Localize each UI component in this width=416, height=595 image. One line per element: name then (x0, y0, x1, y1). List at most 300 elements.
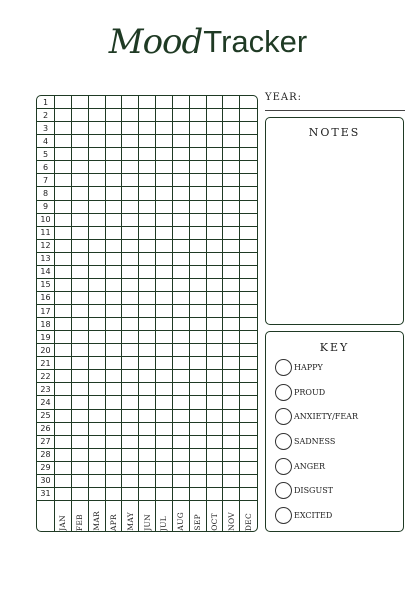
mood-cell[interactable] (55, 331, 72, 344)
mood-cell[interactable] (207, 227, 224, 240)
mood-cell[interactable] (122, 240, 139, 253)
mood-cell[interactable] (156, 174, 173, 187)
mood-cell[interactable] (106, 305, 123, 318)
mood-cell[interactable] (207, 488, 224, 501)
mood-cell[interactable] (122, 174, 139, 187)
mood-cell[interactable] (139, 410, 156, 423)
mood-cell[interactable] (207, 201, 224, 214)
mood-cell[interactable] (207, 253, 224, 266)
mood-cell[interactable] (122, 227, 139, 240)
mood-cell[interactable] (122, 135, 139, 148)
mood-cell[interactable] (240, 266, 257, 279)
mood-cell[interactable] (106, 292, 123, 305)
mood-cell[interactable] (240, 436, 257, 449)
mood-cell[interactable] (190, 201, 207, 214)
circle-icon[interactable] (275, 482, 292, 499)
mood-cell[interactable] (89, 436, 106, 449)
mood-cell[interactable] (240, 148, 257, 161)
mood-cell[interactable] (122, 279, 139, 292)
mood-cell[interactable] (240, 383, 257, 396)
mood-cell[interactable] (106, 201, 123, 214)
mood-cell[interactable] (207, 383, 224, 396)
mood-cell[interactable] (173, 148, 190, 161)
mood-cell[interactable] (55, 109, 72, 122)
mood-cell[interactable] (55, 357, 72, 370)
mood-cell[interactable] (156, 396, 173, 409)
mood-cell[interactable] (89, 488, 106, 501)
mood-cell[interactable] (55, 423, 72, 436)
mood-cell[interactable] (89, 161, 106, 174)
mood-cell[interactable] (156, 331, 173, 344)
mood-cell[interactable] (55, 201, 72, 214)
mood-cell[interactable] (190, 227, 207, 240)
mood-cell[interactable] (72, 318, 89, 331)
mood-cell[interactable] (139, 227, 156, 240)
mood-cell[interactable] (190, 240, 207, 253)
mood-cell[interactable] (240, 423, 257, 436)
mood-cell[interactable] (72, 410, 89, 423)
mood-cell[interactable] (122, 214, 139, 227)
mood-cell[interactable] (106, 135, 123, 148)
circle-icon[interactable] (275, 384, 292, 401)
mood-cell[interactable] (106, 423, 123, 436)
mood-cell[interactable] (106, 214, 123, 227)
mood-cell[interactable] (207, 423, 224, 436)
mood-cell[interactable] (72, 201, 89, 214)
mood-cell[interactable] (55, 214, 72, 227)
mood-cell[interactable] (240, 240, 257, 253)
mood-cell[interactable] (139, 357, 156, 370)
mood-cell[interactable] (72, 383, 89, 396)
mood-cell[interactable] (72, 475, 89, 488)
mood-cell[interactable] (139, 318, 156, 331)
mood-cell[interactable] (139, 396, 156, 409)
mood-cell[interactable] (89, 396, 106, 409)
mood-cell[interactable] (190, 396, 207, 409)
mood-cell[interactable] (72, 357, 89, 370)
mood-cell[interactable] (156, 357, 173, 370)
year-field[interactable]: YEAR: (265, 92, 405, 111)
mood-cell[interactable] (173, 187, 190, 200)
mood-cell[interactable] (190, 135, 207, 148)
mood-cell[interactable] (122, 357, 139, 370)
mood-cell[interactable] (156, 475, 173, 488)
mood-cell[interactable] (139, 109, 156, 122)
mood-cell[interactable] (55, 148, 72, 161)
mood-cell[interactable] (156, 96, 173, 109)
mood-cell[interactable] (55, 122, 72, 135)
mood-cell[interactable] (89, 318, 106, 331)
mood-cell[interactable] (89, 279, 106, 292)
mood-cell[interactable] (139, 122, 156, 135)
mood-cell[interactable] (106, 187, 123, 200)
mood-cell[interactable] (240, 187, 257, 200)
mood-cell[interactable] (139, 174, 156, 187)
mood-cell[interactable] (122, 436, 139, 449)
mood-cell[interactable] (156, 240, 173, 253)
mood-cell[interactable] (223, 357, 240, 370)
mood-cell[interactable] (72, 449, 89, 462)
mood-cell[interactable] (72, 187, 89, 200)
mood-cell[interactable] (106, 396, 123, 409)
circle-icon[interactable] (275, 507, 292, 524)
mood-cell[interactable] (156, 214, 173, 227)
mood-cell[interactable] (106, 410, 123, 423)
mood-cell[interactable] (156, 161, 173, 174)
mood-cell[interactable] (156, 436, 173, 449)
mood-cell[interactable] (190, 214, 207, 227)
mood-cell[interactable] (55, 410, 72, 423)
mood-cell[interactable] (173, 305, 190, 318)
mood-cell[interactable] (156, 227, 173, 240)
mood-cell[interactable] (223, 201, 240, 214)
mood-cell[interactable] (89, 423, 106, 436)
mood-cell[interactable] (223, 396, 240, 409)
mood-cell[interactable] (173, 423, 190, 436)
mood-cell[interactable] (55, 279, 72, 292)
mood-cell[interactable] (190, 161, 207, 174)
mood-cell[interactable] (55, 305, 72, 318)
mood-cell[interactable] (223, 135, 240, 148)
mood-cell[interactable] (106, 109, 123, 122)
mood-cell[interactable] (156, 410, 173, 423)
mood-cell[interactable] (72, 135, 89, 148)
mood-cell[interactable] (190, 266, 207, 279)
mood-cell[interactable] (207, 449, 224, 462)
mood-cell[interactable] (207, 279, 224, 292)
mood-cell[interactable] (173, 331, 190, 344)
circle-icon[interactable] (275, 458, 292, 475)
mood-cell[interactable] (106, 266, 123, 279)
mood-cell[interactable] (106, 357, 123, 370)
mood-cell[interactable] (156, 187, 173, 200)
mood-cell[interactable] (122, 396, 139, 409)
mood-cell[interactable] (122, 383, 139, 396)
mood-cell[interactable] (139, 305, 156, 318)
mood-cell[interactable] (156, 253, 173, 266)
mood-cell[interactable] (72, 370, 89, 383)
mood-cell[interactable] (106, 462, 123, 475)
circle-icon[interactable] (275, 408, 292, 425)
mood-cell[interactable] (156, 148, 173, 161)
mood-cell[interactable] (173, 370, 190, 383)
mood-cell[interactable] (173, 488, 190, 501)
mood-cell[interactable] (156, 201, 173, 214)
mood-cell[interactable] (72, 305, 89, 318)
mood-cell[interactable] (240, 475, 257, 488)
mood-cell[interactable] (122, 331, 139, 344)
mood-cell[interactable] (240, 253, 257, 266)
mood-cell[interactable] (89, 187, 106, 200)
mood-cell[interactable] (207, 266, 224, 279)
mood-cell[interactable] (223, 253, 240, 266)
mood-cell[interactable] (55, 436, 72, 449)
mood-cell[interactable] (89, 344, 106, 357)
mood-cell[interactable] (240, 331, 257, 344)
mood-cell[interactable] (72, 214, 89, 227)
mood-cell[interactable] (55, 344, 72, 357)
mood-cell[interactable] (89, 122, 106, 135)
mood-cell[interactable] (173, 109, 190, 122)
mood-cell[interactable] (106, 449, 123, 462)
mood-cell[interactable] (156, 266, 173, 279)
mood-cell[interactable] (223, 370, 240, 383)
mood-cell[interactable] (190, 122, 207, 135)
mood-cell[interactable] (207, 475, 224, 488)
mood-cell[interactable] (156, 109, 173, 122)
mood-cell[interactable] (223, 331, 240, 344)
mood-cell[interactable] (190, 305, 207, 318)
mood-cell[interactable] (122, 370, 139, 383)
mood-cell[interactable] (223, 227, 240, 240)
mood-cell[interactable] (139, 187, 156, 200)
mood-cell[interactable] (89, 305, 106, 318)
mood-cell[interactable] (139, 161, 156, 174)
mood-cell[interactable] (223, 174, 240, 187)
mood-cell[interactable] (156, 488, 173, 501)
mood-cell[interactable] (122, 292, 139, 305)
mood-cell[interactable] (190, 148, 207, 161)
mood-cell[interactable] (173, 292, 190, 305)
mood-cell[interactable] (173, 357, 190, 370)
mood-cell[interactable] (223, 161, 240, 174)
mood-cell[interactable] (190, 462, 207, 475)
mood-cell[interactable] (55, 475, 72, 488)
mood-cell[interactable] (207, 161, 224, 174)
mood-cell[interactable] (240, 344, 257, 357)
mood-cell[interactable] (89, 240, 106, 253)
mood-cell[interactable] (190, 96, 207, 109)
mood-cell[interactable] (240, 410, 257, 423)
mood-cell[interactable] (173, 214, 190, 227)
mood-cell[interactable] (72, 253, 89, 266)
mood-cell[interactable] (89, 227, 106, 240)
mood-cell[interactable] (173, 266, 190, 279)
mood-cell[interactable] (190, 449, 207, 462)
mood-cell[interactable] (139, 475, 156, 488)
mood-cell[interactable] (89, 109, 106, 122)
mood-cell[interactable] (190, 279, 207, 292)
mood-cell[interactable] (223, 462, 240, 475)
mood-cell[interactable] (72, 96, 89, 109)
mood-cell[interactable] (55, 449, 72, 462)
mood-cell[interactable] (223, 214, 240, 227)
mood-cell[interactable] (173, 475, 190, 488)
mood-cell[interactable] (139, 253, 156, 266)
mood-cell[interactable] (240, 357, 257, 370)
mood-cell[interactable] (173, 122, 190, 135)
mood-cell[interactable] (207, 109, 224, 122)
mood-cell[interactable] (55, 396, 72, 409)
mood-cell[interactable] (190, 318, 207, 331)
mood-cell[interactable] (207, 135, 224, 148)
mood-cell[interactable] (223, 410, 240, 423)
circle-icon[interactable] (275, 433, 292, 450)
mood-cell[interactable] (139, 135, 156, 148)
mood-cell[interactable] (106, 227, 123, 240)
mood-cell[interactable] (223, 240, 240, 253)
mood-cell[interactable] (173, 344, 190, 357)
mood-cell[interactable] (240, 488, 257, 501)
mood-cell[interactable] (139, 279, 156, 292)
mood-cell[interactable] (72, 279, 89, 292)
mood-cell[interactable] (122, 475, 139, 488)
mood-cell[interactable] (72, 396, 89, 409)
mood-cell[interactable] (240, 305, 257, 318)
mood-cell[interactable] (156, 292, 173, 305)
mood-cell[interactable] (173, 161, 190, 174)
mood-cell[interactable] (223, 96, 240, 109)
mood-cell[interactable] (106, 475, 123, 488)
mood-cell[interactable] (223, 383, 240, 396)
mood-cell[interactable] (139, 370, 156, 383)
mood-cell[interactable] (55, 462, 72, 475)
mood-cell[interactable] (72, 161, 89, 174)
mood-cell[interactable] (72, 174, 89, 187)
mood-cell[interactable] (156, 135, 173, 148)
mood-cell[interactable] (240, 161, 257, 174)
mood-cell[interactable] (207, 331, 224, 344)
mood-cell[interactable] (240, 449, 257, 462)
mood-cell[interactable] (173, 96, 190, 109)
mood-cell[interactable] (139, 383, 156, 396)
mood-cell[interactable] (240, 135, 257, 148)
mood-cell[interactable] (207, 344, 224, 357)
mood-cell[interactable] (89, 357, 106, 370)
mood-cell[interactable] (89, 462, 106, 475)
mood-cell[interactable] (207, 318, 224, 331)
mood-cell[interactable] (207, 357, 224, 370)
mood-cell[interactable] (190, 292, 207, 305)
mood-cell[interactable] (55, 292, 72, 305)
mood-cell[interactable] (122, 449, 139, 462)
mood-cell[interactable] (173, 396, 190, 409)
mood-cell[interactable] (173, 253, 190, 266)
mood-cell[interactable] (207, 187, 224, 200)
mood-cell[interactable] (173, 279, 190, 292)
mood-cell[interactable] (190, 475, 207, 488)
mood-cell[interactable] (139, 266, 156, 279)
mood-cell[interactable] (139, 436, 156, 449)
mood-cell[interactable] (122, 344, 139, 357)
mood-cell[interactable] (106, 161, 123, 174)
mood-cell[interactable] (106, 488, 123, 501)
mood-cell[interactable] (173, 449, 190, 462)
mood-cell[interactable] (156, 279, 173, 292)
mood-cell[interactable] (190, 174, 207, 187)
mood-cell[interactable] (207, 174, 224, 187)
mood-cell[interactable] (240, 292, 257, 305)
mood-cell[interactable] (106, 436, 123, 449)
mood-cell[interactable] (207, 370, 224, 383)
mood-cell[interactable] (223, 122, 240, 135)
mood-cell[interactable] (190, 331, 207, 344)
mood-cell[interactable] (223, 266, 240, 279)
mood-cell[interactable] (55, 240, 72, 253)
mood-cell[interactable] (240, 279, 257, 292)
mood-cell[interactable] (173, 240, 190, 253)
mood-cell[interactable] (223, 109, 240, 122)
mood-cell[interactable] (72, 148, 89, 161)
mood-cell[interactable] (240, 174, 257, 187)
mood-cell[interactable] (122, 410, 139, 423)
mood-cell[interactable] (72, 488, 89, 501)
mood-cell[interactable] (223, 344, 240, 357)
mood-cell[interactable] (122, 423, 139, 436)
mood-cell[interactable] (223, 305, 240, 318)
mood-cell[interactable] (190, 383, 207, 396)
mood-cell[interactable] (122, 122, 139, 135)
mood-cell[interactable] (240, 122, 257, 135)
mood-cell[interactable] (72, 292, 89, 305)
mood-cell[interactable] (89, 410, 106, 423)
mood-cell[interactable] (240, 462, 257, 475)
mood-cell[interactable] (240, 201, 257, 214)
mood-cell[interactable] (207, 436, 224, 449)
mood-cell[interactable] (207, 396, 224, 409)
mood-cell[interactable] (190, 423, 207, 436)
mood-cell[interactable] (156, 383, 173, 396)
mood-cell[interactable] (240, 96, 257, 109)
mood-cell[interactable] (89, 292, 106, 305)
mood-cell[interactable] (89, 214, 106, 227)
notes-box[interactable] (265, 117, 404, 325)
mood-cell[interactable] (55, 161, 72, 174)
mood-cell[interactable] (55, 383, 72, 396)
mood-cell[interactable] (156, 305, 173, 318)
mood-cell[interactable] (89, 201, 106, 214)
mood-cell[interactable] (223, 318, 240, 331)
mood-cell[interactable] (106, 279, 123, 292)
mood-cell[interactable] (106, 383, 123, 396)
mood-cell[interactable] (89, 331, 106, 344)
mood-cell[interactable] (55, 266, 72, 279)
mood-cell[interactable] (240, 214, 257, 227)
mood-cell[interactable] (72, 240, 89, 253)
mood-cell[interactable] (156, 318, 173, 331)
mood-cell[interactable] (55, 96, 72, 109)
mood-cell[interactable] (122, 462, 139, 475)
mood-cell[interactable] (72, 436, 89, 449)
mood-cell[interactable] (122, 109, 139, 122)
mood-cell[interactable] (139, 488, 156, 501)
mood-cell[interactable] (240, 109, 257, 122)
mood-cell[interactable] (122, 318, 139, 331)
mood-cell[interactable] (72, 266, 89, 279)
mood-cell[interactable] (223, 187, 240, 200)
mood-cell[interactable] (173, 135, 190, 148)
mood-cell[interactable] (190, 357, 207, 370)
mood-cell[interactable] (89, 96, 106, 109)
mood-cell[interactable] (207, 410, 224, 423)
mood-cell[interactable] (207, 292, 224, 305)
mood-cell[interactable] (55, 187, 72, 200)
mood-cell[interactable] (55, 488, 72, 501)
mood-cell[interactable] (207, 122, 224, 135)
mood-cell[interactable] (139, 449, 156, 462)
mood-cell[interactable] (156, 462, 173, 475)
mood-cell[interactable] (106, 344, 123, 357)
mood-cell[interactable] (106, 331, 123, 344)
mood-cell[interactable] (207, 462, 224, 475)
mood-cell[interactable] (223, 475, 240, 488)
mood-cell[interactable] (106, 96, 123, 109)
mood-cell[interactable] (55, 135, 72, 148)
mood-cell[interactable] (223, 279, 240, 292)
mood-cell[interactable] (55, 174, 72, 187)
mood-cell[interactable] (207, 214, 224, 227)
mood-cell[interactable] (122, 96, 139, 109)
